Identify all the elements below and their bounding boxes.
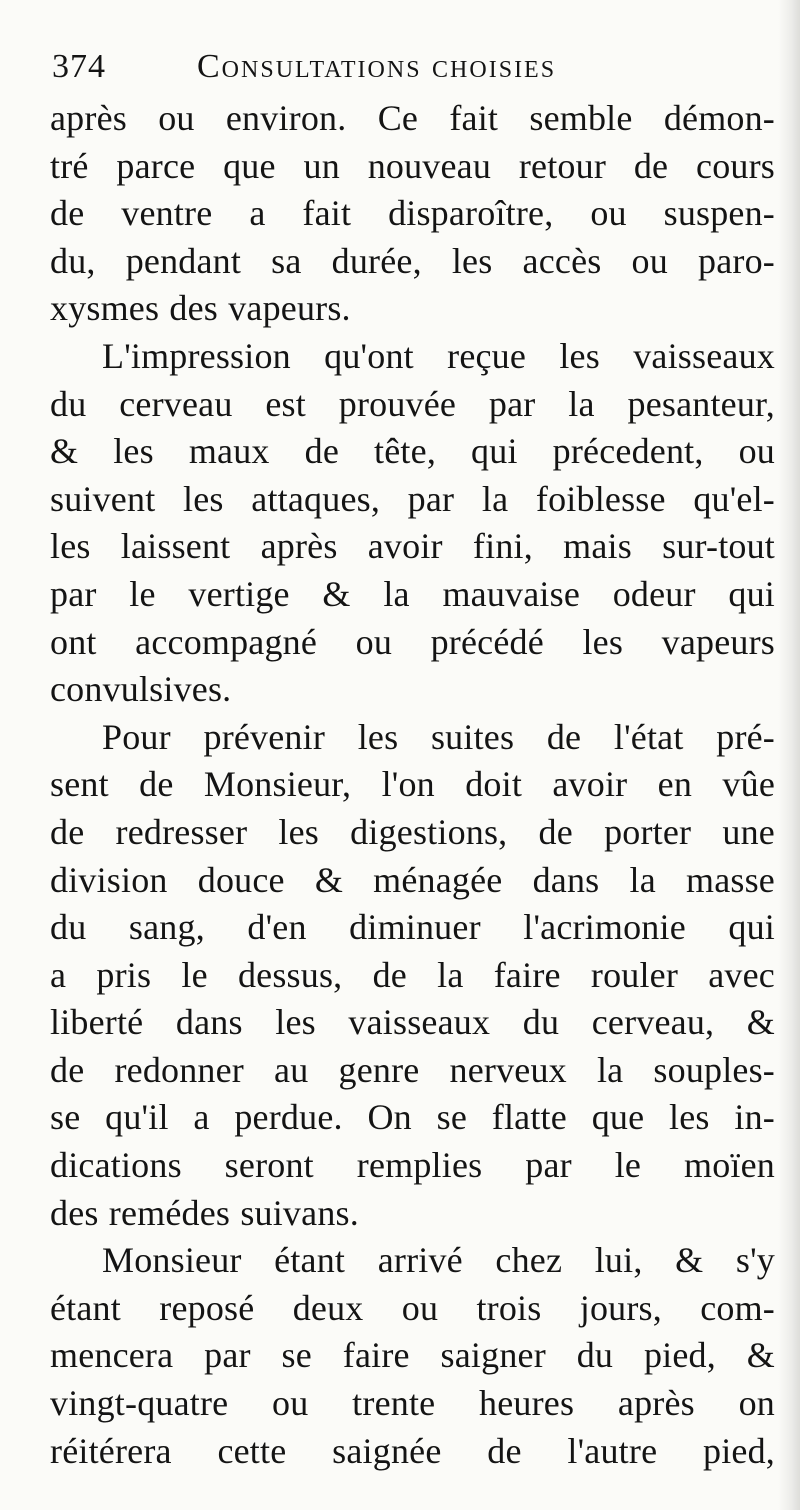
text-line: vingt-quatre ou trente heures après on <box>50 1383 775 1424</box>
text-line: du cerveau est prouvée par la pesanteur, <box>50 383 775 424</box>
text-line: a pris le dessus, de la faire rouler avec <box>50 954 775 995</box>
text-line: sent de Monsieur, l'on doit avoir en vûe <box>50 764 775 805</box>
text-line: se qu'il a perdue. On se flatte que les in- <box>50 1097 775 1138</box>
text-line: dications seront remplies par le moïen <box>50 1145 775 1186</box>
text-line: convulsives. <box>50 669 232 710</box>
text-line: après ou environ. Ce fait semble démon- <box>50 98 775 138</box>
text-line: liberté dans les vaisseaux du cerveau, & <box>50 1002 775 1043</box>
body-text <box>50 95 775 1475</box>
text-line: ont accompagné ou précédé les vapeurs <box>50 621 775 662</box>
page-number: 374 <box>52 48 106 85</box>
text-line: de redresser les digestions, de porter une <box>50 811 775 852</box>
text-line: tré parce que un nouveau retour de cours <box>50 145 775 186</box>
text-line: & les maux de tête, qui précedent, ou <box>50 431 775 472</box>
text-line: Pour prévenir les suites de l'état pré- <box>102 716 775 757</box>
text-line: par le vertige & la mauvaise odeur qui <box>50 573 775 614</box>
text-line: division douce & ménagée dans la masse <box>50 859 775 900</box>
text-line: du sang, d'en diminuer l'acrimonie qui <box>50 907 775 948</box>
text-line: xysmes des vapeurs. <box>50 288 351 329</box>
text-line: des remédes suivans. <box>50 1192 359 1233</box>
text-line: suivent les attaques, par la foiblesse qu'el- <box>50 478 775 519</box>
text-line: de redonner au genre nerveux la souples- <box>50 1049 775 1090</box>
text-line: étant reposé deux ou trois jours, com- <box>50 1287 775 1328</box>
text-line: Monsieur étant arrivé chez lui, & s'y <box>102 1240 775 1281</box>
text-line: L'impression qu'ont reçue les vaisseaux <box>102 335 775 376</box>
text-line: réitérera cette saignée de l'autre pied, <box>50 1430 775 1471</box>
page-shadow-edge <box>778 0 800 1510</box>
text-line: les laissent après avoir fini, mais sur-tout <box>50 526 775 567</box>
text-line: du, pendant sa durée, les accès ou paro- <box>50 240 775 281</box>
text-line: de ventre a fait disparoître, ou suspen- <box>50 193 775 234</box>
running-title: Consultations choisies <box>197 48 557 85</box>
running-head <box>52 42 792 92</box>
text-line: mencera par se faire saigner du pied, & <box>50 1335 775 1376</box>
